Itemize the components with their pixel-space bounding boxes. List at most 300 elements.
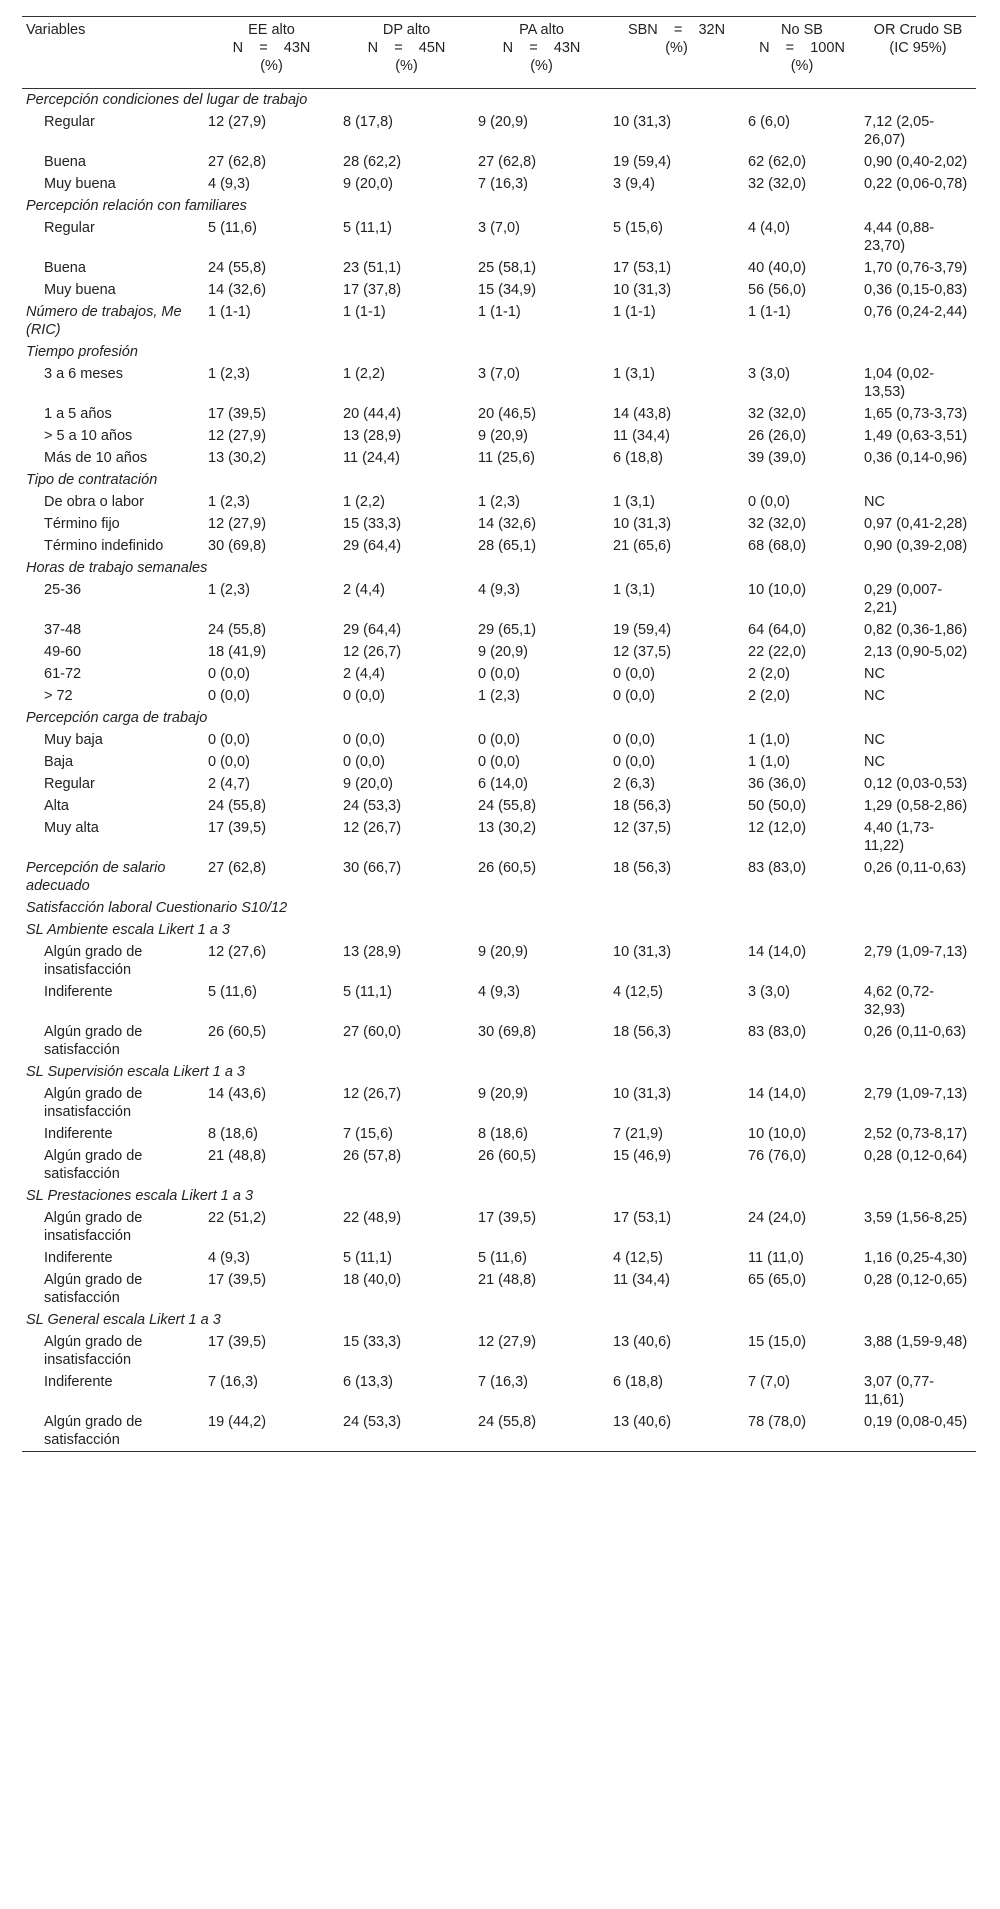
table-row xyxy=(22,1145,976,1185)
cell-value: 27 (62,8) xyxy=(478,154,537,170)
cell-value: 17 (53,1) xyxy=(613,260,672,276)
cell-value: 0 (0,0) xyxy=(208,754,250,770)
row-label: Indiferente xyxy=(44,1374,113,1390)
table-row xyxy=(22,1411,976,1452)
cell-value: 11 (24,4) xyxy=(343,450,400,466)
cell-value: 4 (9,3) xyxy=(208,1250,250,1266)
cell-value: 3 (9,4) xyxy=(613,176,655,192)
cell-value: 13 (30,2) xyxy=(478,820,537,836)
cell-value: 24 (53,3) xyxy=(343,798,402,814)
cell-value: 36 (36,0) xyxy=(748,776,807,792)
cell-value: 1 (3,1) xyxy=(613,582,655,598)
row-label: Percepción de salario adecuado xyxy=(26,860,166,894)
cell-value: 4 (12,5) xyxy=(613,1250,663,1266)
row-label: Término fijo xyxy=(44,516,120,532)
cell-value: 21 (48,8) xyxy=(478,1272,537,1288)
cell-value: 14 (43,6) xyxy=(208,1086,267,1102)
cell-value: 13 (30,2) xyxy=(208,450,267,466)
row-label: Número de trabajos, Me (RIC) xyxy=(26,304,182,338)
odds-ratio-cell: 0,28 (0,12-0,65) xyxy=(864,1272,968,1288)
row-label: Indiferente xyxy=(44,1126,113,1142)
odds-ratio-cell: 0,22 (0,06-0,78) xyxy=(864,176,968,192)
row-label: 49-60 xyxy=(44,644,82,660)
table-row xyxy=(22,795,976,817)
cell-value: 12 (27,9) xyxy=(478,1334,537,1350)
odds-ratio-cell: 0,82 (0,36-1,86) xyxy=(864,622,968,638)
section-title: Percepción condiciones del lugar de trabajo xyxy=(26,92,308,108)
cell-value: 12 (27,9) xyxy=(208,516,267,532)
cell-value: 50 (50,0) xyxy=(748,798,807,814)
cell-value: 39 (39,0) xyxy=(748,450,807,466)
row-label: Buena xyxy=(44,154,86,170)
cell-value: 18 (56,3) xyxy=(613,860,672,876)
odds-ratio-cell: 3,07 (0,77-11,61) xyxy=(864,1374,935,1408)
column-header xyxy=(609,17,744,89)
odds-ratio-cell: NC xyxy=(864,666,885,682)
column-header-line: DP alto xyxy=(382,22,431,38)
cell-value: 28 (65,1) xyxy=(478,538,537,554)
row-label: Muy alta xyxy=(44,820,99,836)
cell-value: 1 (1,0) xyxy=(748,732,790,748)
cell-value: 0 (0,0) xyxy=(613,754,655,770)
odds-ratio-cell: 1,29 (0,58-2,86) xyxy=(864,798,968,814)
section-row xyxy=(22,341,976,363)
cell-value: 1 (3,1) xyxy=(613,366,655,382)
cell-value: 15 (15,0) xyxy=(748,1334,807,1350)
odds-ratio-cell: 4,40 (1,73-11,22) xyxy=(864,820,935,854)
cell-value: 12 (27,9) xyxy=(208,114,267,130)
odds-ratio-cell: 3,88 (1,59-9,48) xyxy=(864,1334,968,1350)
odds-ratio-cell: 7,12 (2,05-26,07) xyxy=(864,114,935,148)
cell-value: 29 (64,4) xyxy=(343,538,402,554)
table-row xyxy=(22,363,976,403)
cell-value: 3 (7,0) xyxy=(478,366,520,382)
cell-value: 22 (51,2) xyxy=(208,1210,267,1226)
cell-value: 0 (0,0) xyxy=(748,494,790,510)
cell-value: 18 (41,9) xyxy=(208,644,267,660)
cell-value: 13 (40,6) xyxy=(613,1414,672,1430)
section-title: SL General escala Likert 1 a 3 xyxy=(26,1312,221,1328)
cell-value: 7 (16,3) xyxy=(478,176,528,192)
section-row xyxy=(22,897,976,919)
cell-value: 10 (31,3) xyxy=(613,944,672,960)
cell-value: 19 (59,4) xyxy=(613,622,672,638)
table-row xyxy=(22,857,976,897)
cell-value: 22 (22,0) xyxy=(748,644,807,660)
table-row xyxy=(22,279,976,301)
cell-value: 7 (7,0) xyxy=(748,1374,790,1390)
table-row xyxy=(22,425,976,447)
section-row xyxy=(22,557,976,579)
table-row xyxy=(22,941,976,981)
section-row xyxy=(22,195,976,217)
section-row xyxy=(22,1185,976,1207)
table-row xyxy=(22,173,976,195)
cell-value: 13 (28,9) xyxy=(343,944,402,960)
table-row xyxy=(22,619,976,641)
table-row xyxy=(22,773,976,795)
cell-value: 1 (1-1) xyxy=(748,304,791,320)
cell-value: 24 (55,8) xyxy=(208,798,267,814)
cell-value: 19 (59,4) xyxy=(613,154,672,170)
cell-value: 10 (31,3) xyxy=(613,516,672,532)
cell-value: 6 (18,8) xyxy=(613,450,663,466)
cell-value: 12 (26,7) xyxy=(343,644,402,660)
table-row xyxy=(22,981,976,1021)
cell-value: 3 (3,0) xyxy=(748,984,790,1000)
odds-ratio-cell: NC xyxy=(864,688,885,704)
cell-value: 10 (31,3) xyxy=(613,114,672,130)
section-title: Percepción relación con familiares xyxy=(26,198,247,214)
cell-value: 17 (37,8) xyxy=(343,282,402,298)
table-row xyxy=(22,1247,976,1269)
row-label: 25-36 xyxy=(44,582,82,598)
row-label: Muy buena xyxy=(44,176,116,192)
cell-value: 12 (26,7) xyxy=(343,1086,402,1102)
odds-ratio-cell: 1,04 (0,02-13,53) xyxy=(864,366,935,400)
cell-value: 1 (3,1) xyxy=(613,494,655,510)
table-row xyxy=(22,1331,976,1371)
odds-ratio-cell: 0,36 (0,15-0,83) xyxy=(864,282,968,298)
cell-value: 0 (0,0) xyxy=(343,688,385,704)
cell-value: 24 (55,8) xyxy=(478,1414,537,1430)
cell-value: 4 (9,3) xyxy=(478,984,520,1000)
cell-value: 5 (11,1) xyxy=(343,1250,392,1266)
cell-value: 9 (20,9) xyxy=(478,428,528,444)
odds-ratio-cell: 0,12 (0,03-0,53) xyxy=(864,776,968,792)
section-title: Tiempo profesión xyxy=(26,344,138,360)
odds-ratio-cell: NC xyxy=(864,732,885,748)
cell-value: 24 (24,0) xyxy=(748,1210,807,1226)
cell-value: 26 (60,5) xyxy=(208,1024,267,1040)
cell-value: 19 (44,2) xyxy=(208,1414,267,1430)
cell-value: 17 (39,5) xyxy=(478,1210,537,1226)
column-header xyxy=(860,17,976,89)
cell-value: 17 (39,5) xyxy=(208,820,267,836)
section-title: SL Prestaciones escala Likert 1 a 3 xyxy=(26,1188,254,1204)
cell-value: 26 (60,5) xyxy=(478,860,537,876)
cell-value: 12 (37,5) xyxy=(613,820,672,836)
cell-value: 27 (60,0) xyxy=(343,1024,402,1040)
cell-value: 0 (0,0) xyxy=(613,688,655,704)
row-label: > 72 xyxy=(44,688,73,704)
odds-ratio-cell: 2,79 (1,09-7,13) xyxy=(864,944,968,960)
column-header-line: PA alto xyxy=(519,22,564,38)
table-row xyxy=(22,1207,976,1247)
section-row xyxy=(22,1061,976,1083)
cell-value: 15 (33,3) xyxy=(343,1334,402,1350)
cell-value: 0 (0,0) xyxy=(208,666,250,682)
row-label: Regular xyxy=(44,220,95,236)
cell-value: 78 (78,0) xyxy=(748,1414,807,1430)
cell-value: 2 (2,0) xyxy=(748,666,790,682)
cell-value: 12 (27,6) xyxy=(208,944,267,960)
row-label: De obra o labor xyxy=(44,494,144,510)
table-header xyxy=(22,17,976,89)
table-row xyxy=(22,641,976,663)
odds-ratio-cell: 0,29 (0,007-2,21) xyxy=(864,582,943,616)
cell-value: 9 (20,0) xyxy=(343,776,393,792)
cell-value: 9 (20,9) xyxy=(478,1086,528,1102)
odds-ratio-cell: 0,36 (0,14-0,96) xyxy=(864,450,968,466)
cell-value: 17 (39,5) xyxy=(208,406,267,422)
cell-value: 8 (17,8) xyxy=(343,114,393,130)
odds-ratio-cell: 2,79 (1,09-7,13) xyxy=(864,1086,968,1102)
section-row xyxy=(22,89,976,112)
cell-value: 8 (18,6) xyxy=(208,1126,258,1142)
cell-value: 2 (4,4) xyxy=(343,666,385,682)
row-label: Regular xyxy=(44,776,95,792)
header-row xyxy=(22,17,976,89)
cell-value: 0 (0,0) xyxy=(208,732,250,748)
row-label: 37-48 xyxy=(44,622,82,638)
odds-ratio-cell: 0,90 (0,39-2,08) xyxy=(864,538,968,554)
cell-value: 5 (15,6) xyxy=(613,220,663,236)
table-body xyxy=(22,89,976,1452)
cell-value: 14 (32,6) xyxy=(478,516,537,532)
cell-value: 11 (34,4) xyxy=(613,428,670,444)
row-label: Término indefinido xyxy=(44,538,164,554)
odds-ratio-cell: 0,19 (0,08-0,45) xyxy=(864,1414,968,1430)
cell-value: 28 (62,2) xyxy=(343,154,402,170)
column-header-line: N = 100N xyxy=(759,40,845,56)
row-label: Buena xyxy=(44,260,86,276)
cell-value: 1 (1-1) xyxy=(613,304,656,320)
column-header-line: N = 43N xyxy=(232,40,311,56)
cell-value: 7 (16,3) xyxy=(478,1374,528,1390)
cell-value: 12 (27,9) xyxy=(208,428,267,444)
table-row xyxy=(22,403,976,425)
cell-value: 26 (57,8) xyxy=(343,1148,402,1164)
cell-value: 1 (2,3) xyxy=(208,366,250,382)
table-row xyxy=(22,257,976,279)
odds-ratio-cell: 4,62 (0,72-32,93) xyxy=(864,984,935,1018)
cell-value: 10 (10,0) xyxy=(748,1126,807,1142)
cell-value: 2 (6,3) xyxy=(613,776,655,792)
cell-value: 2 (4,7) xyxy=(208,776,250,792)
row-label: Algún grado de insatisfacción xyxy=(44,1210,143,1244)
cell-value: 4 (9,3) xyxy=(208,176,250,192)
table-row xyxy=(22,663,976,685)
cell-value: 10 (10,0) xyxy=(748,582,807,598)
cell-value: 5 (11,6) xyxy=(478,1250,527,1266)
cell-value: 12 (26,7) xyxy=(343,820,402,836)
cell-value: 1 (1-1) xyxy=(478,304,521,320)
cell-value: 24 (55,8) xyxy=(208,260,267,276)
table-row xyxy=(22,1269,976,1309)
cell-value: 9 (20,0) xyxy=(343,176,393,192)
column-header-line: (%) xyxy=(260,58,283,74)
cell-value: 0 (0,0) xyxy=(343,754,385,770)
column-header xyxy=(744,17,860,89)
cell-value: 3 (7,0) xyxy=(478,220,520,236)
section-row xyxy=(22,469,976,491)
cell-value: 27 (62,8) xyxy=(208,154,267,170)
cell-value: 4 (9,3) xyxy=(478,582,520,598)
cell-value: 13 (40,6) xyxy=(613,1334,672,1350)
cell-value: 68 (68,0) xyxy=(748,538,807,554)
column-header-line: (%) xyxy=(790,58,814,74)
cell-value: 5 (11,6) xyxy=(208,220,257,236)
row-label: Algún grado de satisfacción xyxy=(44,1414,143,1448)
row-label: Algún grado de satisfacción xyxy=(44,1272,143,1306)
cell-value: 14 (14,0) xyxy=(748,1086,807,1102)
cell-value: 24 (55,8) xyxy=(478,798,537,814)
column-header-line: (IC 95%) xyxy=(889,40,947,56)
row-label: 3 a 6 meses xyxy=(44,366,123,382)
cell-value: 24 (53,3) xyxy=(343,1414,402,1430)
row-label: Alta xyxy=(44,798,69,814)
odds-ratio-cell: 0,97 (0,41-2,28) xyxy=(864,516,968,532)
cell-value: 0 (0,0) xyxy=(613,732,655,748)
cell-value: 1 (1,0) xyxy=(748,754,790,770)
cell-value: 17 (39,5) xyxy=(208,1272,267,1288)
table-row xyxy=(22,1371,976,1411)
odds-ratio-cell: 1,16 (0,25-4,30) xyxy=(864,1250,968,1266)
column-header-line: OR Crudo SB xyxy=(873,22,963,38)
section-title: Satisfacción laboral Cuestionario S10/12 xyxy=(26,900,288,916)
odds-ratio-cell: 0,28 (0,12-0,64) xyxy=(864,1148,968,1164)
odds-ratio-cell: NC xyxy=(864,494,885,510)
cell-value: 22 (48,9) xyxy=(343,1210,402,1226)
cell-value: 18 (56,3) xyxy=(613,1024,672,1040)
cell-value: 6 (14,0) xyxy=(478,776,528,792)
odds-ratio-cell: 3,59 (1,56-8,25) xyxy=(864,1210,968,1226)
burnout-table xyxy=(22,16,976,1452)
odds-ratio-cell: 0,26 (0,11-0,63) xyxy=(864,1024,967,1040)
section-title: Percepción carga de trabajo xyxy=(26,710,208,726)
cell-value: 17 (39,5) xyxy=(208,1334,267,1350)
cell-value: 83 (83,0) xyxy=(748,1024,807,1040)
cell-value: 14 (14,0) xyxy=(748,944,807,960)
cell-value: 64 (64,0) xyxy=(748,622,807,638)
table-row xyxy=(22,301,976,341)
cell-value: 27 (62,8) xyxy=(208,860,267,876)
cell-value: 7 (16,3) xyxy=(208,1374,258,1390)
cell-value: 30 (69,8) xyxy=(478,1024,537,1040)
cell-value: 8 (18,6) xyxy=(478,1126,528,1142)
cell-value: 0 (0,0) xyxy=(478,666,520,682)
cell-value: 30 (69,8) xyxy=(208,538,267,554)
cell-value: 0 (0,0) xyxy=(613,666,655,682)
cell-value: 11 (25,6) xyxy=(478,450,535,466)
cell-value: 56 (56,0) xyxy=(748,282,807,298)
cell-value: 6 (13,3) xyxy=(343,1374,393,1390)
cell-value: 1 (2,3) xyxy=(478,688,520,704)
cell-value: 20 (44,4) xyxy=(343,406,402,422)
table-row xyxy=(22,151,976,173)
cell-value: 62 (62,0) xyxy=(748,154,807,170)
odds-ratio-cell: 0,26 (0,11-0,63) xyxy=(864,860,967,876)
row-label: > 5 a 10 años xyxy=(44,428,133,444)
column-header-line: N = 45N xyxy=(367,40,446,56)
row-label: Regular xyxy=(44,114,95,130)
cell-value: 2 (4,4) xyxy=(343,582,385,598)
cell-value: 30 (66,7) xyxy=(343,860,402,876)
column-header-line: (%) xyxy=(530,58,553,74)
cell-value: 1 (2,3) xyxy=(208,494,250,510)
cell-value: 18 (40,0) xyxy=(343,1272,402,1288)
cell-value: 14 (32,6) xyxy=(208,282,267,298)
cell-value: 1 (1-1) xyxy=(343,304,386,320)
column-header-line: EE alto xyxy=(248,22,295,38)
table-row xyxy=(22,535,976,557)
cell-value: 12 (12,0) xyxy=(748,820,807,836)
column-header-line: Variables xyxy=(26,22,86,38)
cell-value: 14 (43,8) xyxy=(613,406,672,422)
section-title: Tipo de contratación xyxy=(26,472,158,488)
table-row xyxy=(22,1123,976,1145)
column-header xyxy=(474,17,609,89)
column-header-line: No SB xyxy=(781,22,823,38)
row-label: Algún grado de insatisfacción xyxy=(44,944,143,978)
cell-value: 9 (20,9) xyxy=(478,944,528,960)
odds-ratio-cell: 2,52 (0,73-8,17) xyxy=(864,1126,968,1142)
cell-value: 7 (15,6) xyxy=(343,1126,393,1142)
column-header-line: SBN = 32N xyxy=(627,22,726,38)
cell-value: 20 (46,5) xyxy=(478,406,537,422)
table-row xyxy=(22,1083,976,1123)
cell-value: 0 (0,0) xyxy=(478,754,520,770)
table-row xyxy=(22,1021,976,1061)
row-label: Algún grado de insatisfacción xyxy=(44,1086,143,1120)
table-row xyxy=(22,217,976,257)
odds-ratio-cell: 0,90 (0,40-2,02) xyxy=(864,154,968,170)
cell-value: 10 (31,3) xyxy=(613,1086,672,1102)
row-label: Indiferente xyxy=(44,1250,113,1266)
row-label: Indiferente xyxy=(44,984,113,1000)
column-header-line: (%) xyxy=(665,40,688,56)
cell-value: 0 (0,0) xyxy=(478,732,520,748)
cell-value: 1 (1-1) xyxy=(208,304,251,320)
row-label: 1 a 5 años xyxy=(44,406,112,422)
cell-value: 40 (40,0) xyxy=(748,260,807,276)
cell-value: 0 (0,0) xyxy=(208,688,250,704)
odds-ratio-cell: 4,44 (0,88-23,70) xyxy=(864,220,935,254)
cell-value: 11 (34,4) xyxy=(613,1272,670,1288)
section-row xyxy=(22,1309,976,1331)
table-row xyxy=(22,685,976,707)
cell-value: 9 (20,9) xyxy=(478,114,528,130)
cell-value: 10 (31,3) xyxy=(613,282,672,298)
cell-value: 32 (32,0) xyxy=(748,176,807,192)
cell-value: 18 (56,3) xyxy=(613,798,672,814)
table-row xyxy=(22,111,976,151)
cell-value: 11 (11,0) xyxy=(748,1250,804,1266)
cell-value: 29 (65,1) xyxy=(478,622,537,638)
cell-value: 83 (83,0) xyxy=(748,860,807,876)
table-row xyxy=(22,817,976,857)
cell-value: 24 (55,8) xyxy=(208,622,267,638)
cell-value: 12 (37,5) xyxy=(613,644,672,660)
row-label: 61-72 xyxy=(44,666,82,682)
section-row xyxy=(22,707,976,729)
column-header-line: N = 43N xyxy=(502,40,581,56)
cell-value: 25 (58,1) xyxy=(478,260,537,276)
odds-ratio-cell: NC xyxy=(864,754,885,770)
section-title: SL Supervisión escala Likert 1 a 3 xyxy=(26,1064,245,1080)
table-row xyxy=(22,447,976,469)
cell-value: 3 (3,0) xyxy=(748,366,790,382)
table-row xyxy=(22,751,976,773)
cell-value: 2 (2,0) xyxy=(748,688,790,704)
odds-ratio-cell: 1,49 (0,63-3,51) xyxy=(864,428,968,444)
column-header xyxy=(204,17,339,89)
section-title: Horas de trabajo semanales xyxy=(26,560,208,576)
row-label: Algún grado de insatisfacción xyxy=(44,1334,143,1368)
cell-value: 5 (11,1) xyxy=(343,220,392,236)
cell-value: 26 (60,5) xyxy=(478,1148,537,1164)
